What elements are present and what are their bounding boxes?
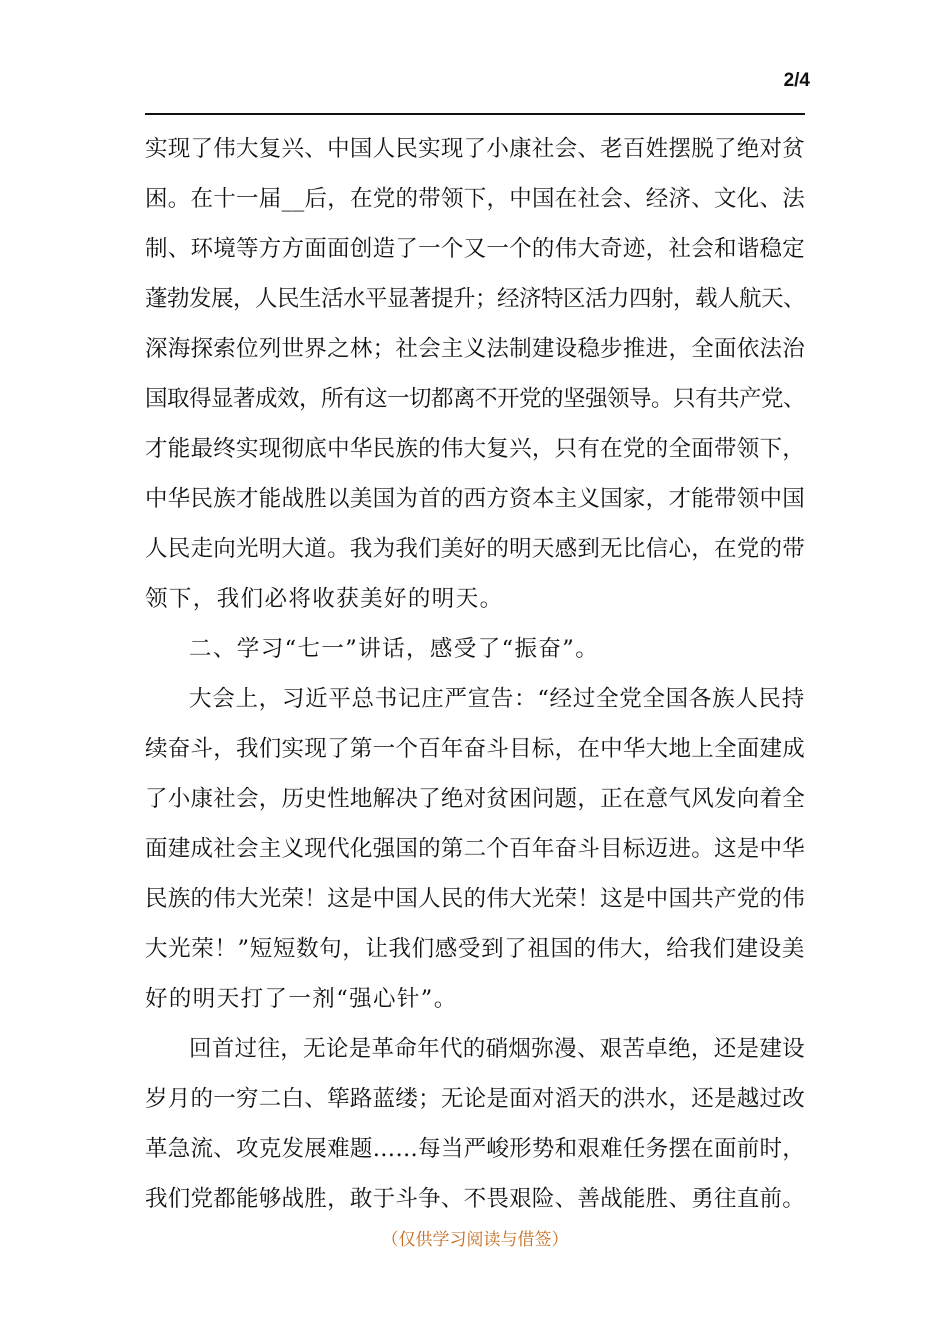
text-line: 续奋斗，我们实现了第一个百年奋斗目标，在中华大地上全面建成 bbox=[145, 736, 805, 762]
text-line: 深海探索位列世界之林；社会主义法制建设稳步推进，全面依法治 bbox=[145, 336, 805, 362]
text-line: 困。在十一届__后，在党的带领下，中国在社会、经济、文化、法 bbox=[145, 186, 805, 212]
text-line: 大光荣！”短短数句，让我们感受到了祖国的伟大，给我们建设美 bbox=[145, 936, 805, 962]
text-line: 中华民族才能战胜以美国为首的西方资本主义国家，才能带领中国 bbox=[145, 486, 805, 512]
text-line: 了小康社会，历史性地解决了绝对贫困问题，正在意气风发向着全 bbox=[145, 786, 805, 812]
text-line: 领下，我们必将收获美好的明天。 bbox=[145, 586, 504, 612]
text-line: 国取得显著成效，所有这一切都离不开党的坚强领导。只有共产党、 bbox=[145, 386, 805, 412]
section-heading: 二、学习“七一”讲话，感受了“振奋”。 bbox=[189, 636, 600, 662]
text-line: 岁月的一穷二白、筚路蓝缕；无论是面对滔天的洪水，还是越过改 bbox=[145, 1086, 805, 1112]
text-line: 我们党都能够战胜，敢于斗争、不畏艰险、善战能胜、勇往直前。 bbox=[145, 1186, 805, 1212]
text-line: 才能最终实现彻底中华民族的伟大复兴，只有在党的全面带领下， bbox=[145, 436, 805, 462]
text-line: 好的明天打了一剂“强心针”。 bbox=[145, 986, 458, 1012]
text-line: 民族的伟大光荣！这是中国人民的伟大光荣！这是中国共产党的伟 bbox=[145, 886, 805, 912]
text-line: 人民走向光明大道。我为我们美好的明天感到无比信心，在党的带 bbox=[145, 536, 805, 562]
text-line: 实现了伟大复兴、中国人民实现了小康社会、老百姓摆脱了绝对贫 bbox=[145, 136, 805, 162]
text-line: 大会上，习近平总书记庄严宣告：“经过全党全国各族人民持 bbox=[189, 686, 805, 712]
footer-note: （仅供学习阅读与借签） bbox=[381, 1230, 569, 1250]
page-number: 2/4 bbox=[783, 70, 810, 91]
text-line: 回首过往，无论是革命年代的硝烟弥漫、艰苦卓绝，还是建设 bbox=[189, 1036, 805, 1062]
text-line: 制、环境等方方面面创造了一个又一个的伟大奇迹，社会和谐稳定 bbox=[145, 236, 805, 262]
text-line: 革急流、攻克发展难题……每当严峻形势和艰难任务摆在面前时， bbox=[145, 1136, 805, 1162]
text-line: 蓬勃发展，人民生活水平显著提升；经济特区活力四射，载人航天、 bbox=[145, 286, 805, 312]
text-line: 面建成社会主义现代化强国的第二个百年奋斗目标迈进。这是中华 bbox=[145, 836, 805, 862]
header-rule bbox=[145, 113, 805, 115]
